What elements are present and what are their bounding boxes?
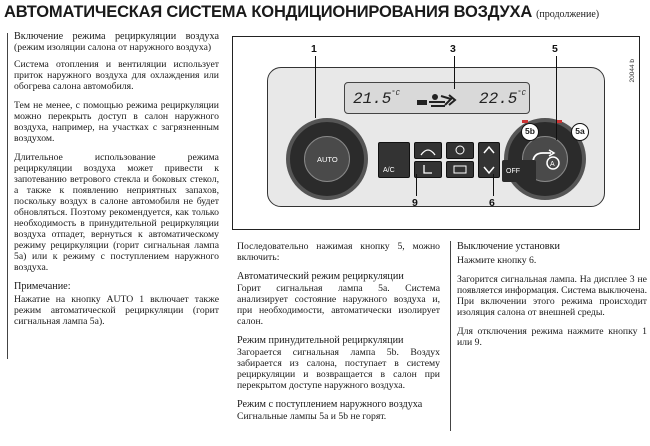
paragraph: Горит сигнальная лампа 5a. Система анализирует состояние наружного воздуха и, при необходимости, автоматически изолирует салон. [237,283,440,327]
display-temp-right: $22.5^{^\circ C}$ [479,90,526,108]
paragraph: Загорится сигнальная лампа. На дисплее 3 не появляется информация. Система выключена. При включении этого режима происходит изоляция салона от внешней среды. [457,274,647,318]
paragraph: Тем не менее, с помощью режима рециркуляции можно перекрыть доступ в салон наружного воздуха, например, на участках с загрязненным воздухом. [14,100,219,144]
paragraph: Для отключения режима нажмите кнопку 1 или 9. [457,326,647,348]
auto-button[interactable]: AUTO [304,136,350,182]
callout-1: 1 [311,43,317,55]
control-panel-figure [232,36,640,230]
callout-5: 5 [552,43,558,55]
recirculation-mode-button-9[interactable] [414,161,442,178]
left-column [14,31,219,335]
paragraph: Длительное использование режима рециркуляции воздуха может привести к запотеванию ветрового стекла и боковых стекол, а также к появлению неприятных запахов, поскольку воздух в салоне автомобиля не будет обновляться. Поэтому рекомендуется, как только необходимость в принудительной рециркуляции воздуха отпадет, вернуться к автоматическому режиму рециркуляции (горит сигнальная лампа 5a) или к режиму с поступлением наружного воздуха. [14,152,219,273]
climate-control-panel [267,67,605,207]
callout-5a: 5a [571,123,589,141]
page-header [4,3,646,25]
section-heading-switch-off: Выключение установки [457,241,560,252]
rear-defrost-button[interactable] [446,161,474,178]
paragraph: Загорается сигнальная лампа 5b. Воздух забирается из салона, поступает в систему рециркуляции и возвращается в салон при перекрытом доступе наружного воздуха. [237,347,440,391]
paragraph: Сигнальные лампы 5a и 5b не горят. [237,411,387,422]
display-temp-left: $21.5^{^\circ C}$ [353,90,400,108]
defrost-button[interactable] [414,142,442,159]
fan-icon [447,143,473,158]
temperature-knob-left[interactable] [286,118,368,200]
page-title: АВТОМАТИЧЕСКАЯ СИСТЕМА КОНДИЦИОНИРОВАНИЯ ВОЗДУХА [4,3,533,21]
svg-text:A: A [550,161,555,168]
note-title: Примечание: [14,281,71,292]
paragraph: Система отопления и вентиляции использует приток наружного воздуха для охлаждения или обогрева салона автомобиля. [14,59,219,92]
figure-code: 20044 b [629,59,636,83]
section-heading-note: (режим изоляции салона от наружного воздуха) [14,42,212,53]
ac-button[interactable]: A/C [378,142,410,178]
leader-line [556,56,557,140]
page-subtitle: (продолжение) [536,9,600,20]
seat-icon [415,162,441,177]
airflow-distribution-button[interactable] [478,142,500,178]
up-down-arrows-icon [479,143,499,177]
mode-heading-auto: Автоматический режим рециркуляции [237,271,404,282]
callout-6: 6 [489,197,495,209]
leader-line [493,174,494,196]
windscreen-icon [415,143,441,158]
callout-5b: 5b [521,123,539,141]
right-column [457,241,647,356]
paragraph: Последовательно нажимая кнопку 5, можно включить: [237,241,440,263]
section-heading-recirculation: Включение режима рециркуляции воздуха [14,31,219,42]
leader-line [315,56,316,118]
callout-3: 3 [450,43,456,55]
mode-heading-forced: Режим принудительной рециркуляции [237,335,404,346]
note-text: Нажатие на кнопку AUTO 1 включает также режим автоматической рециркуляции (горит сигнальная лампа 5a). [14,294,219,327]
rear-window-icon [447,162,473,177]
paragraph: Нажмите кнопку 6. [457,255,537,266]
off-button[interactable]: OFF [502,160,536,182]
leader-line [454,56,455,89]
airflow-icon [415,91,461,109]
mode-heading-outside-air: Режим с поступлением наружного воздуха [237,399,423,410]
callout-9: 9 [412,197,418,209]
column-rule [7,33,8,359]
middle-column [237,241,440,430]
column-rule [450,241,451,431]
display-3 [344,82,530,114]
leader-line [416,174,417,196]
fan-button[interactable] [446,142,474,159]
